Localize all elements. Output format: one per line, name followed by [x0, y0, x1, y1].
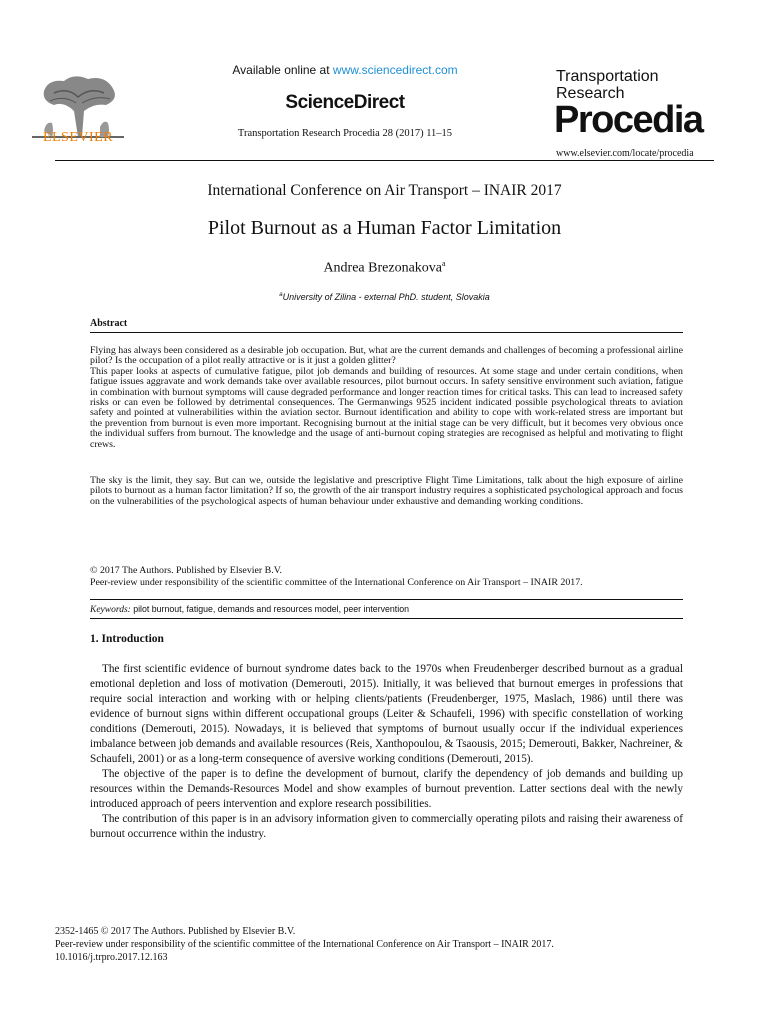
footer-peer-review-line: Peer-review under responsibility of the scientific committee of the International Conference on Air Transport – INAIR 2017.: [55, 939, 554, 950]
body-paragraph: The first scientific evidence of burnout syndrome dates back to the 1970s when Freudenberger described burnout as a gradual emotional depletion and loss of motivation (Demerouti, 2015). Initially, it was believed that burnout emerges in professions that require social interaction and working with or helping clients/patients (Freudenberger, 1975, Maslach, 1986) until there was evidence of burnout signs within different occupational groups (Leiter & Schaufeli, 1996) with specific constellation of working conditions (Demerouti, 2015). Nowadays, it is believed that symptoms of burnout usually occur if the individual experiences imbalance between job demands and available resources (Reis, Xanthopoulou, & Tsaousis, 2015; Demerouti, Bakker, Nachreiner, & Schaufeli, 2001) or as a long-term consequence of aversive working conditions (Demerouti, 2015).: [90, 663, 683, 765]
abstract-paragraph: Flying has always been considered as a desirable job occupation. But, what are the current demands and challenges of becoming a professional airline pilot? Is the occupation of a pilot really attractive or is it just a golden glitter?: [90, 345, 683, 367]
copyright-block: [90, 565, 683, 588]
page-footer: [55, 925, 715, 964]
keywords-label: Keywords:: [90, 605, 131, 615]
abstract-heading: Abstract: [90, 318, 128, 329]
abstract-paragraph: This paper looks at aspects of cumulative fatigue, pilot job demands and building of resources. At some stage and under certain conditions, when fatigue issues aggravate and work demands take over available resources, pilot burnout occurs. In safety sensitive environment such aviation, fatigue in combination with burnout symptoms will cause degraded performance and longer reaction times for critical tasks. This can lead to increased safety risks or can even be followed by detrimental consequences. The Germanwings 9525 incident indicated possible psychological threats to aviation safety and pointed at vulnerabilities within the aviation sector. Burnout identification and ability to cope with work-related stress are important but the prevention from burnout is even more important. Recognising burnout at the initial stage can be very difficult, but it becomes very obvious once the individual suffers from burnout. The knowledge and the usage of anti-burnout coping strategies are recognised as helpful and motivating to flight crews.: [90, 365, 683, 450]
section-heading-introduction: 1. Introduction: [90, 633, 164, 645]
abstract-gap: [90, 450, 683, 476]
journal-logo-text: [556, 68, 659, 102]
paper-title: Pilot Burnout as a Human Factor Limitation: [207, 217, 562, 239]
journal-citation: Transportation Research Procedia 28 (2017) 11–15: [237, 128, 453, 139]
available-online-prefix: Available online at: [232, 63, 333, 77]
keywords-list: pilot burnout, fatigue, demands and resources model, peer intervention: [133, 604, 409, 614]
journal-logo-line2: Research: [556, 85, 625, 102]
elsevier-wordmark: ELSEVIER: [42, 130, 114, 145]
abstract-divider: [90, 332, 683, 333]
affiliation-text: University of Zilina - external PhD. student, Slovakia: [282, 292, 490, 302]
affiliation-line: [55, 292, 714, 302]
sciencedirect-link[interactable]: www.sciencedirect.com: [332, 63, 458, 77]
keywords-divider-bottom: [90, 618, 683, 619]
footer-issn-line: 2352-1465 © 2017 The Authors. Published by Elsevier B.V.: [55, 926, 296, 937]
abstract-paragraph: The sky is the limit, they say. But can we, outside the legislative and prescriptive Flight Time Limitations, talk about the high exposure of airline pilots to burnout as a human factor limitation? If so, the growth of the air transport industry requires a sophisticated psychological approach and focus on the vulnerabilities of the psychological aspects of human behaviour under exhaustive and demanding working conditions.: [90, 475, 683, 507]
author-affiliation-mark: a: [442, 259, 446, 268]
journal-logo-line1: Transportation: [556, 68, 659, 85]
sciencedirect-title: ScienceDirect: [285, 92, 405, 113]
introduction-body: [90, 662, 683, 842]
header-divider: [55, 160, 714, 161]
journal-url[interactable]: www.elsevier.com/locate/procedia: [556, 148, 694, 159]
peer-review-line: Peer-review under responsibility of the scientific committee of the International Conference on Air Transport – INAIR 2017.: [90, 576, 583, 588]
body-paragraph: The contribution of this paper is in an advisory information given to commercially operating pilots and raising their awareness of burnout occurrence within the industry.: [90, 813, 683, 840]
author-name: Andrea Brezonakova: [323, 260, 442, 276]
journal-logo-procedia: Procedia: [554, 99, 703, 141]
abstract-body: [90, 346, 683, 507]
affiliation-mark: a: [279, 292, 283, 298]
footer-doi[interactable]: 10.1016/j.trpro.2017.12.163: [55, 952, 168, 963]
keywords-line: [90, 604, 683, 615]
author-line: [55, 259, 714, 277]
conference-name: International Conference on Air Transport – INAIR 2017: [207, 182, 562, 199]
keywords-divider-top: [90, 599, 683, 600]
available-online-line: [160, 63, 530, 77]
body-paragraph: The objective of the paper is to define the development of burnout, clarify the dependency of job demands and building up resources within the Demands-Resources Model and show examples of burnout prevention. Latter sections deal with the newly introduced approach of peers intervention and explore research possibilities.: [90, 768, 683, 810]
copyright-line: © 2017 The Authors. Published by Elsevier B.V.: [90, 565, 283, 576]
